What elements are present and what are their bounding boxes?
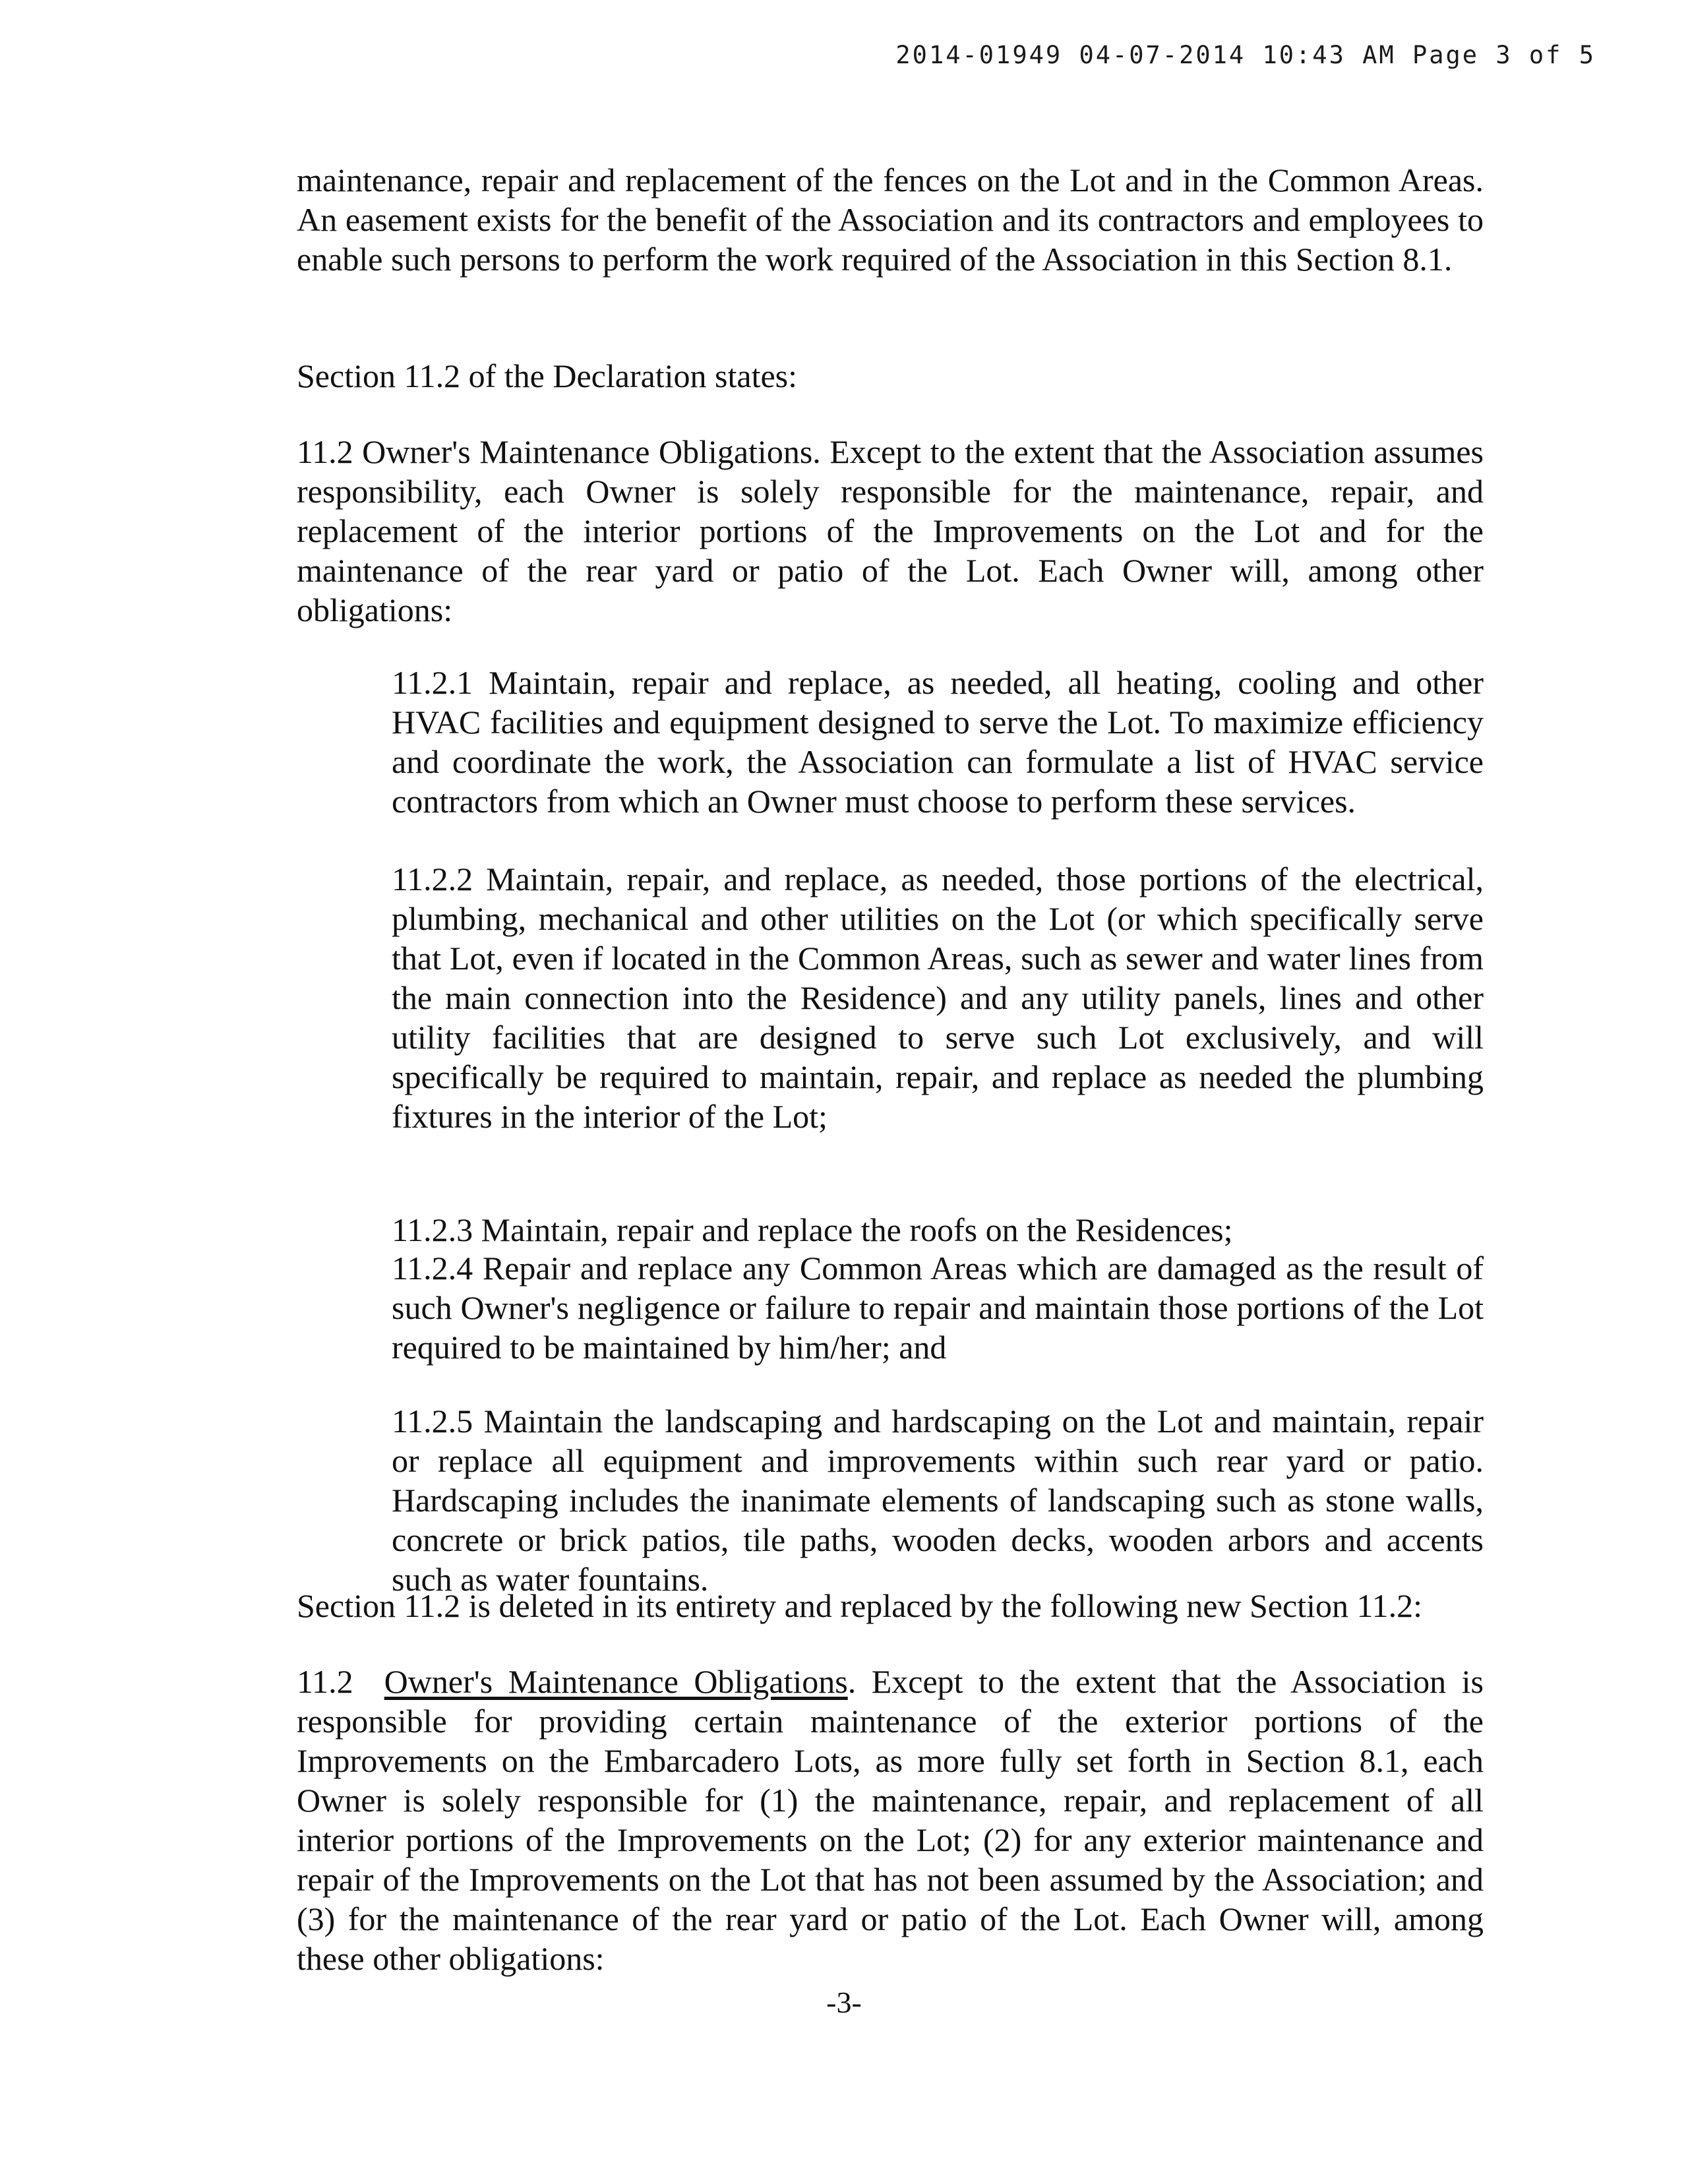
- paragraph-original-11-2: 11.2 Owner's Maintenance Obligations. Except to the extent that the Association assumes responsibility, each Owner is solely responsible for the maintenance, repair, and replacement of the interior portions of the Improvements on the Lot and for the maintenance of the rear yard or patio of the Lot. Each Owner will, among other obligations:: [297, 433, 1484, 628]
- subsection-11-2-2: 11.2.2 Maintain, repair, and replace, as needed, those portions of the electrical, plumbing, mechanical and other utilities on the Lot (or which specifically serve that Lot, even if located in the Common Areas, such as sewer and water lines from the main connection into the Residence) and any utility panels, lines and other utility facilities that are designed to serve such Lot exclusively, and will specifically be required to maintain, repair, and replace as needed the plumbing fixtures in the interior of the Lot;: [392, 861, 1484, 1135]
- subsection-11-2-5: 11.2.5 Maintain the landscaping and hardscaping on the Lot and maintain, repair or replace all equipment and improvements within such rear yard or patio. Hardscaping includes the inanimate elements of landscaping such as stone walls, concrete or brick patios, tile paths, wooden decks, wooden arbors and accents such as water fountains.: [392, 1403, 1484, 1598]
- paragraph-fences-easement: maintenance, repair and replacement of the fences on the Lot and in the Common Areas. An easement exists for the benefit of the Association and its contractors and employees to enable such persons to perform the work required of the Association in this Section 8.1.: [297, 162, 1484, 278]
- new-11-2-heading: Owner's Maintenance Obligations: [384, 1663, 848, 1700]
- new-11-2-number: 11.2: [297, 1663, 353, 1700]
- subsection-11-2-3: 11.2.3 Maintain, repair and replace the roofs on the Residences;: [392, 1211, 1233, 1248]
- page-number: -3-: [826, 1986, 862, 2019]
- paragraph-section-11-2-intro: Section 11.2 of the Declaration states:: [297, 357, 798, 394]
- paragraph-new-11-2: [297, 1662, 1484, 1978]
- subsection-11-2-1: 11.2.1 Maintain, repair and replace, as needed, all heating, cooling and other HVAC facilities and equipment designed to serve the Lot. To maximize efficiency and coordinate the work, the Association can formulate a list of HVAC service contractors from which an Owner must choose to perform these services.: [392, 664, 1484, 820]
- subsection-11-2-4: 11.2.4 Repair and replace any Common Areas which are damaged as the result of such Owner's negligence or failure to repair and maintain those portions of the Lot required to be maintained by him/her; and: [392, 1250, 1484, 1366]
- new-11-2-body: . Except to the extent that the Association is responsible for providing certain maintenance of the exterior portions of the Improvements on the Embarcadero Lots, as more fully set forth in Section 8.1, each Owner is solely responsible for (1) the maintenance, repair, and replacement of all interior portions of the Improvements on the Lot; (2) for any exterior maintenance and repair of the Improvements on the Lot that has not been assumed by the Association; and (3) for the maintenance of the rear yard or patio of the Lot. Each Owner will, among these other obligations:: [297, 1663, 1484, 1977]
- recording-stamp: 2014-01949 04-07-2014 10:43 AM Page 3 of 5: [895, 41, 1596, 69]
- paragraph-section-11-2-replacement-intro: Section 11.2 is deleted in its entirety and replaced by the following new Section 11.2:: [297, 1587, 1423, 1624]
